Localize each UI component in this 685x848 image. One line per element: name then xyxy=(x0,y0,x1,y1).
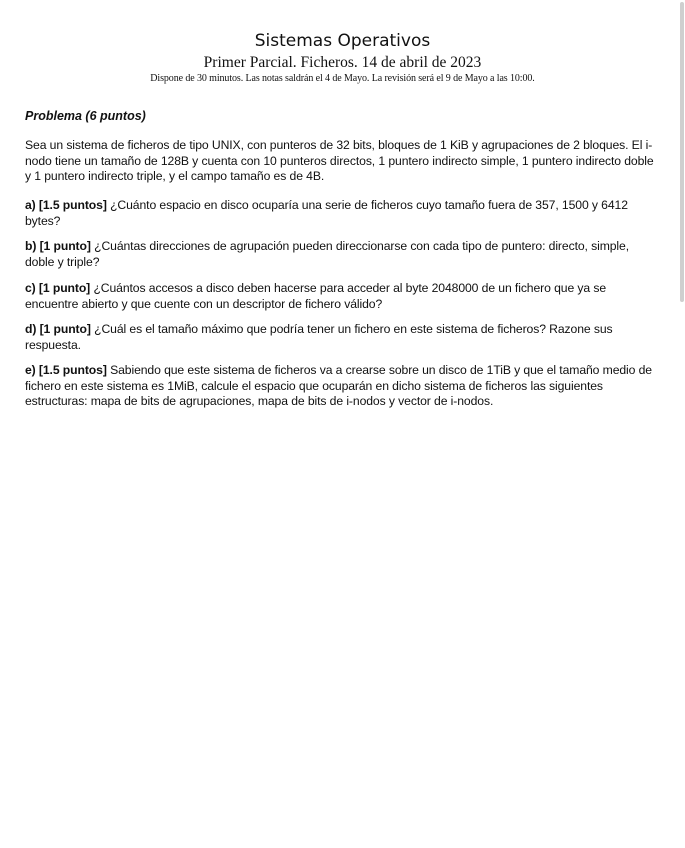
scrollbar-thumb[interactable] xyxy=(680,2,684,302)
exam-note: Dispone de 30 minutos. Las notas saldrán el 4 de Mayo. La revisión será el 9 de Mayo a las 10:00. xyxy=(150,73,535,84)
question-b-text: ¿Cuántas direcciones de agrupación pueden direccionarse con cada tipo de puntero: directo, simple, doble y triple? xyxy=(25,239,630,269)
question-a xyxy=(25,198,657,229)
question-b xyxy=(25,239,657,270)
question-a-text: ¿Cuánto espacio en disco ocuparía una serie de ficheros cuyo tamaño fuera de 357, 1500 y 6412 bytes? xyxy=(25,198,628,228)
question-e-text: Sabiendo que este sistema de ficheros va a crearse sobre un disco de 1TiB y que el tamaño medio de fichero en este sistema es 1MiB, calcule el espacio que ocuparán en dicho sistema de ficheros las siguientes estructuras: mapa de bits de agrupaciones, mapa de bits de i-nodos y vector de i-nodos. xyxy=(25,363,652,408)
question-d-label: d) [1 punto] xyxy=(25,322,91,336)
question-a-label: a) [1.5 puntos] xyxy=(25,198,107,212)
question-d xyxy=(25,322,657,353)
question-e xyxy=(25,363,657,410)
question-b-label: b) [1 punto] xyxy=(25,239,91,253)
question-d-text: ¿Cuál es el tamaño máximo que podría tener un fichero en este sistema de ficheros? Razone sus respuesta. xyxy=(25,322,613,352)
question-e-label: e) [1.5 puntos] xyxy=(25,363,107,377)
vertical-scrollbar[interactable] xyxy=(679,0,685,848)
problem-heading: Problema (6 puntos) xyxy=(25,109,146,123)
question-c-label: c) [1 punto] xyxy=(25,281,91,295)
document-title: Sistemas Operativos xyxy=(254,31,431,51)
question-c-text: ¿Cuántos accesos a disco deben hacerse para acceder al byte 2048000 de un fichero que ya se encuentre abierto y que cuente con un descriptor de fichero válido? xyxy=(25,281,607,311)
question-c xyxy=(25,281,657,312)
problem-statement: Sea un sistema de ficheros de tipo UNIX, con punteros de 32 bits, bloques de 1 KiB y agrupaciones de 2 bloques. El i-nodo tiene un tamaño de 128B y cuenta con 10 punteros directos, 1 puntero indirecto simple, 1 puntero indirecto doble y 1 puntero indirecto triple, y el campo tamaño es de 4B. xyxy=(25,138,654,183)
exam-subtitle: Primer Parcial. Ficheros. 14 de abril de 2023 xyxy=(203,54,482,71)
